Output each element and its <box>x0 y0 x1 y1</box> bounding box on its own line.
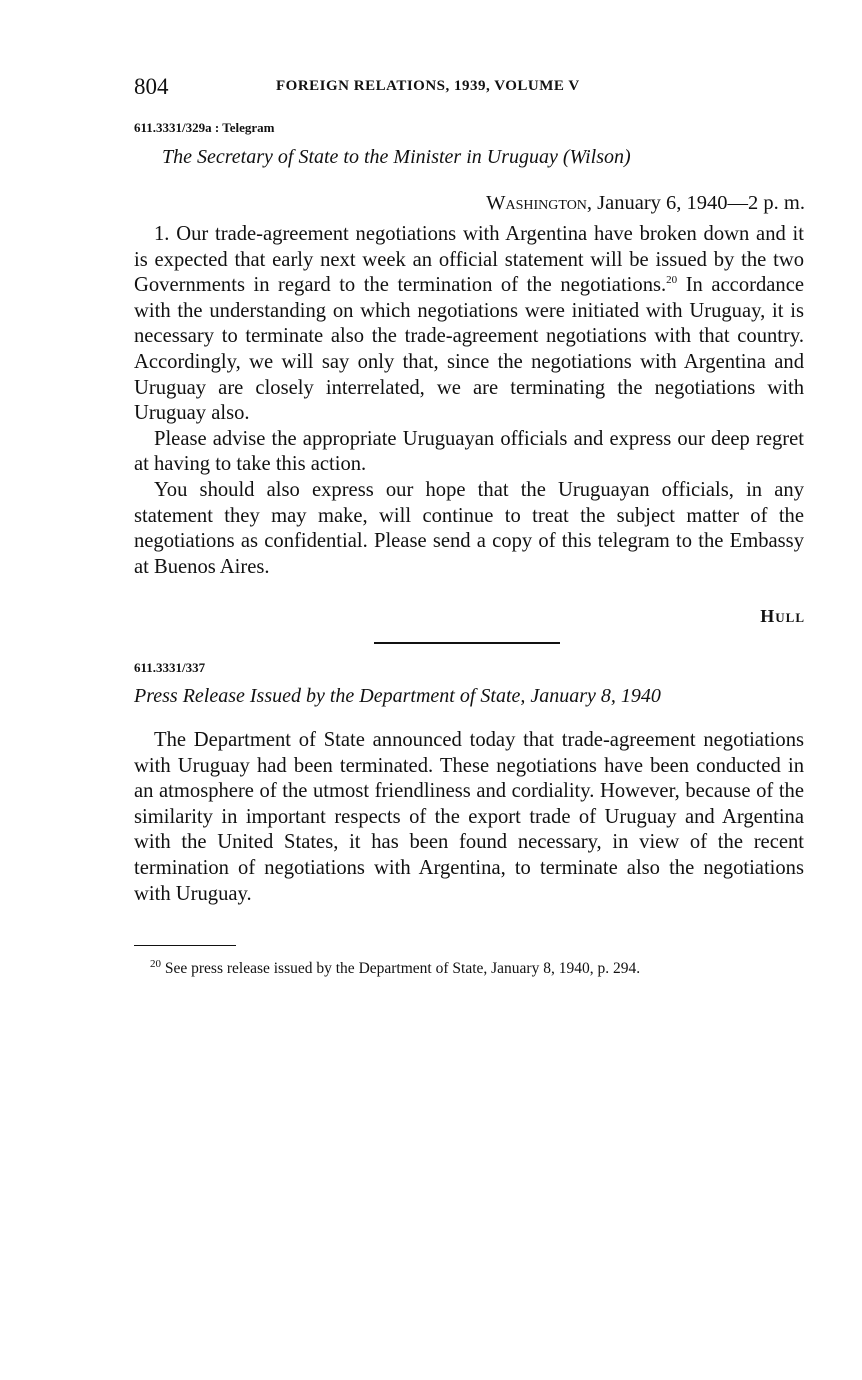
footnote-divider <box>134 945 236 946</box>
doc2-body <box>134 728 804 907</box>
page-number: 804 <box>134 74 169 99</box>
footnote-marker: 20 <box>150 957 161 970</box>
doc1-paragraph-1-text: 1. Our trade-agreement negotiations with Argentina have broken down and it is expected that early next week an official statement will be issued by the two Governments in regard to the termination of the negotiations. <box>134 223 804 297</box>
dateline-date: , January 6, 1940—2 p. m. <box>586 192 805 214</box>
dateline <box>486 192 805 215</box>
doc1-reference: 611.3331/329a : Telegram <box>134 120 275 135</box>
footnote <box>150 957 810 978</box>
dateline-place: Washington <box>486 192 587 214</box>
footnote-text: See press release issued by the Department of State, January 8, 1940, p. 294. <box>161 960 641 977</box>
signature: Hull <box>760 606 805 626</box>
doc1-title: The Secretary of State to the Minister in Uruguay (Wilson) <box>162 146 631 168</box>
running-head: FOREIGN RELATIONS, 1939, VOLUME V <box>276 78 580 94</box>
doc1-paragraph-1-continued: In accordance with the understanding on which negotiations were initiated with Uruguay, it is necessary to terminate also the trade-agreement negotiations with that country. Accordingly, we will say only that, since the negotiations with Argentina and Uruguay are closely interrelated, we are terminating the negotiations with Uruguay also. <box>134 274 804 425</box>
page-header <box>134 74 804 102</box>
doc1-paragraph-3: You should also express our hope that the Uruguayan officials, in any statement they may make, will continue to treat the subject matter of the negotiations as confidential. Please send a copy of this telegram to the Embassy at Buenos Aires. <box>134 478 804 578</box>
doc1-paragraph-2: Please advise the appropriate Uruguayan officials and express our deep regret at having to take this action. <box>134 427 804 476</box>
doc2-paragraph: The Department of State announced today that trade-agreement negotiations with Uruguay had been terminated. These negotiations have been conducted in an atmosphere of the utmost friendliness and cordiality. However, because of the similarity in important respects of the export trade of Uruguay and Argentina with the United States, it has been found necessary, in view of the recent termination of negotiations with Argentina, to terminate also the negotiations with Uruguay. <box>134 729 804 905</box>
footnote-reference[interactable]: 20 <box>666 274 678 287</box>
doc1-body <box>134 222 804 580</box>
doc2-reference: 611.3331/337 <box>134 660 206 675</box>
doc2-title: Press Release Issued by the Department of State, January 8, 1940 <box>134 685 661 707</box>
doc1-paragraph-1 <box>134 222 804 427</box>
section-divider <box>374 642 560 644</box>
